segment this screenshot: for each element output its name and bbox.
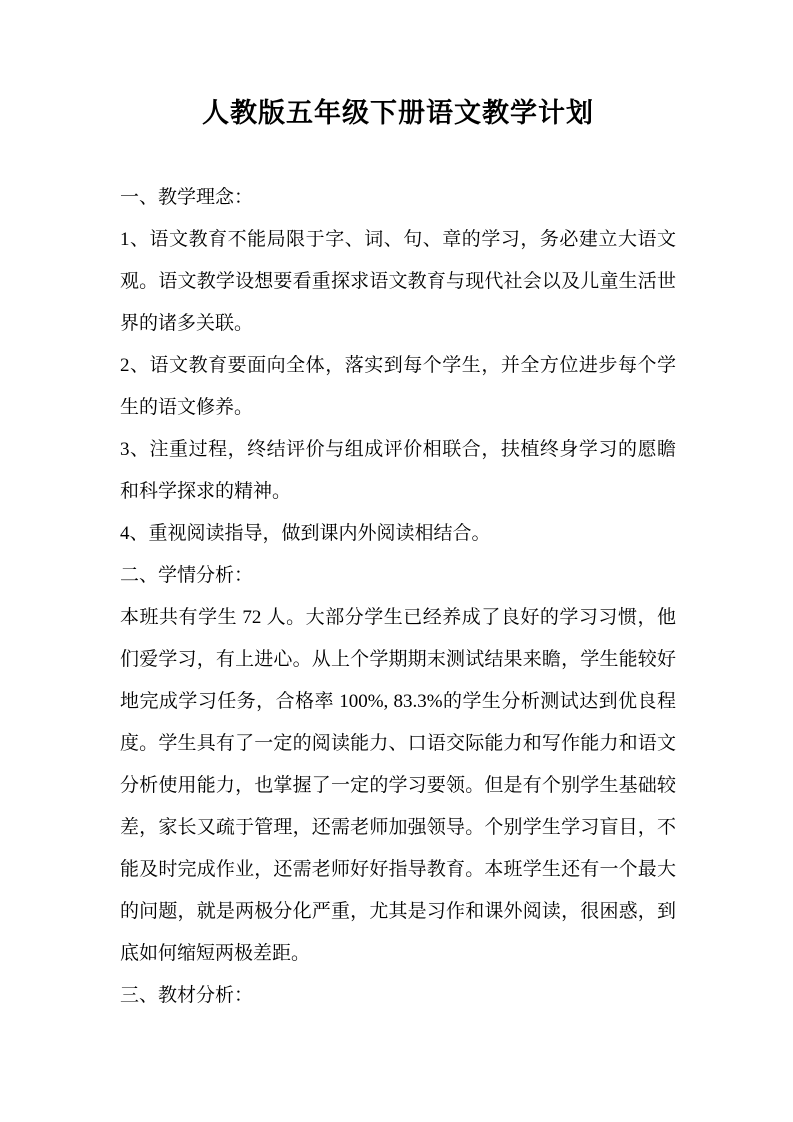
section-1-heading: 一、教学理念：: [120, 187, 254, 208]
document-title: 人教版五年级下册语文教学计划: [202, 98, 594, 128]
section-3-heading: 三、教材分析：: [120, 985, 254, 1006]
section-2-body: 本班共有学生 72 人。大部分学生已经养成了良好的学习习惯，他们爱学习，有上进心。从上个学期期末测试结果来瞻，学生能较好地完成学习任务，合格率 100%, 83.3%的学生分析测试达到优良程度。学生具有了一定的阅读能力、口语交际能力和写作能力和语文分析使用能力，也掌握了一定的学习要领。但是有个别学生基础较差，家长又疏于管理，还需老师加强领导。个别学生学习盲目，不能及时完成作业，还需老师好好指导教育。本班学生还有一个最大的问题，就是两极分化严重，尤其是习作和课外阅读，很困惑，到底如何缩短两极差距。: [120, 607, 676, 964]
section-2-heading: 二、学情分析：: [120, 565, 254, 586]
section-1-item-2: 2、语文教育要面向全体，落实到每个学生，并全方位进步每个学生的语文修养。: [120, 355, 676, 418]
section-1-item-1: 1、语文教育不能局限于字、词、句、章的学习，务必建立大语文观。语文教学设想要看重探求语文教育与现代社会以及儿童生活世界的诸多关联。: [120, 229, 676, 334]
document-body: [120, 177, 676, 1017]
section-1-item-3: 3、注重过程，终结评价与组成评价相联合，扶植终身学习的愿瞻和科学探求的精神。: [120, 439, 676, 502]
section-1-item-4: 4、重视阅读指导，做到课内外阅读相结合。: [120, 523, 491, 544]
